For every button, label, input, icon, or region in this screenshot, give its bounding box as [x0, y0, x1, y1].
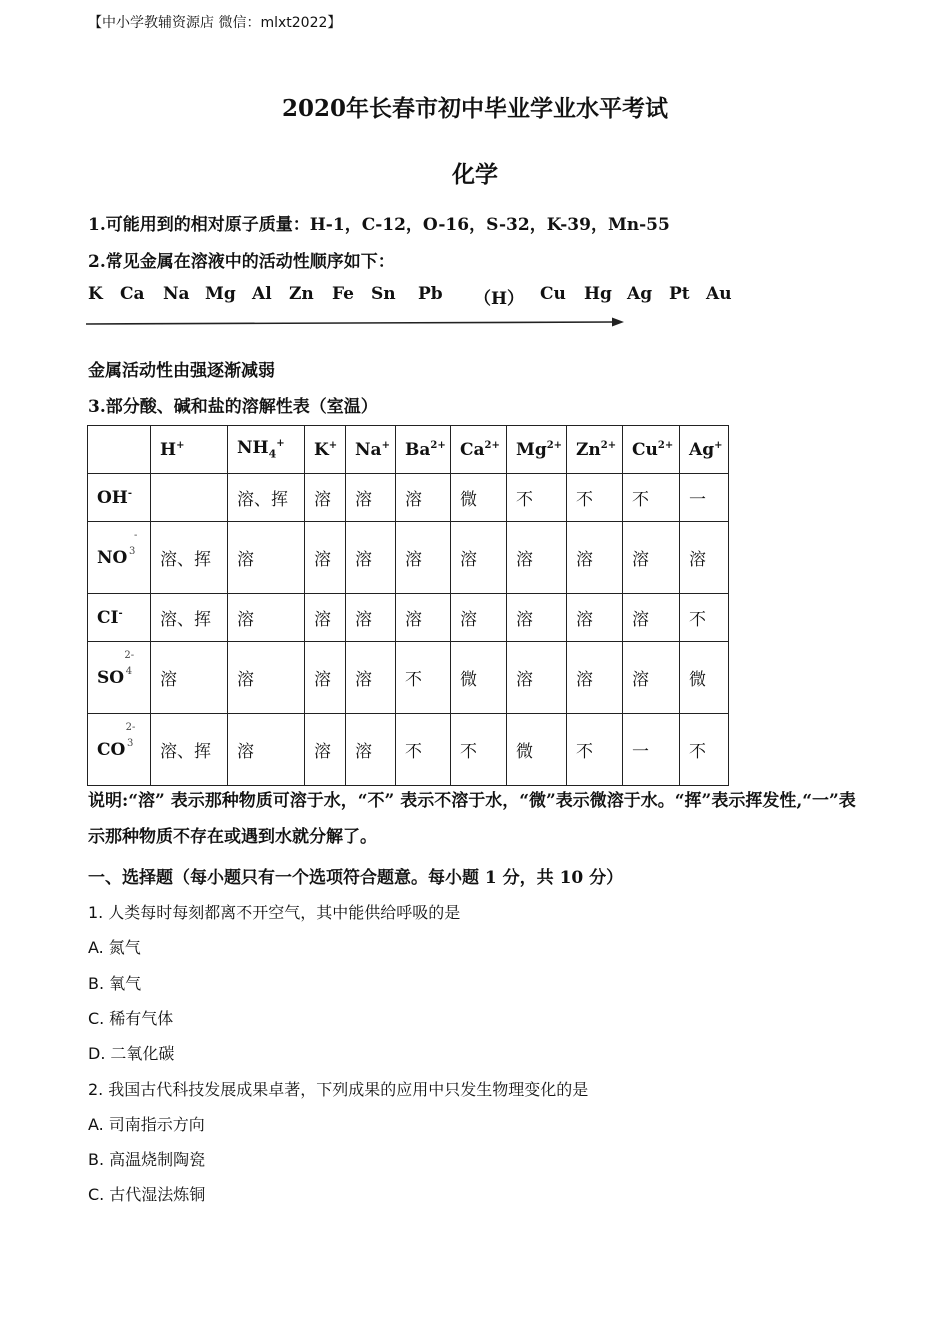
cation-charge: + — [276, 438, 285, 450]
cation-header — [346, 426, 396, 474]
solubility-cell: 溶 — [623, 522, 680, 594]
solubility-cell: 溶 — [305, 714, 346, 786]
solubility-cell: 溶 — [305, 642, 346, 714]
question-text: 我国古代科技发展成果卓著，下列成果的应用中只发生物理变化的是 — [108, 1079, 589, 1099]
anion-subscript: 3 — [128, 545, 136, 557]
option-label: B. — [88, 1150, 105, 1170]
solubility-cell: 溶 — [507, 642, 567, 714]
solubility-cell: 溶 — [451, 594, 507, 642]
metal-symbol: Pb — [418, 284, 443, 304]
solubility-cell: 溶 — [567, 642, 623, 714]
cation-symbol: Ca — [460, 439, 485, 460]
cation-header — [507, 426, 567, 474]
anion-header — [88, 714, 151, 786]
option-label: A. — [88, 938, 104, 958]
anion-header — [88, 474, 151, 522]
anion-symbol: NO — [97, 547, 128, 568]
anion-symbol: CI — [97, 607, 119, 628]
metal-symbol: Ag — [627, 284, 653, 304]
cation-charge: + — [381, 439, 390, 451]
solubility-table-title: 3.部分酸、碱和盐的溶解性表（室温） — [88, 397, 378, 417]
solubility-cell: 溶 — [346, 642, 396, 714]
cation-header — [228, 426, 305, 474]
solubility-cell: 溶 — [305, 594, 346, 642]
answer-option[interactable] — [88, 1182, 205, 1205]
answer-option[interactable] — [88, 1112, 205, 1135]
metal-symbol: Cu — [540, 284, 566, 304]
table-row — [88, 594, 729, 642]
solubility-table — [87, 425, 729, 786]
cation-header — [451, 426, 507, 474]
watermark-header: 【中小学教辅资源店 微信：mlxt2022】 — [88, 15, 342, 31]
cation-symbol: Ba — [405, 439, 431, 460]
metal-symbol: Zn — [289, 284, 314, 304]
anion-charge: - — [118, 607, 123, 619]
table-corner-cell — [88, 426, 151, 474]
anion-charge: 2- — [125, 721, 136, 733]
anion-symbol: SO — [97, 667, 125, 688]
metal-symbol: Na — [163, 284, 190, 304]
answer-option[interactable] — [88, 935, 141, 958]
answer-option[interactable] — [88, 1006, 173, 1029]
solubility-cell: 不 — [680, 714, 729, 786]
atomic-mass-info: 1.可能用到的相对原子质量：H-1，C-12，O-16，S-32，K-39，Mn-55 — [88, 215, 670, 235]
subject-title: 化学 — [452, 161, 498, 188]
solubility-cell: 不 — [396, 642, 451, 714]
solubility-cell: 溶 — [623, 594, 680, 642]
solubility-cell: 溶 — [346, 474, 396, 522]
activity-arrow-icon — [86, 316, 631, 330]
table-row — [88, 474, 729, 522]
option-text: 高温烧制陶瓷 — [109, 1150, 206, 1170]
cation-header — [151, 426, 228, 474]
cation-charge: + — [714, 439, 723, 451]
metal-symbol: Au — [706, 284, 732, 304]
table-row — [88, 522, 729, 594]
solubility-cell: 溶、挥 — [228, 474, 305, 522]
anion-symbol: OH — [97, 487, 128, 508]
solubility-cell: 溶 — [623, 642, 680, 714]
option-label: C. — [88, 1185, 105, 1205]
option-label: D. — [88, 1044, 106, 1064]
cation-symbol: NH — [237, 438, 269, 459]
question-number: 2. — [88, 1079, 104, 1099]
cation-symbol: Ag — [689, 439, 715, 460]
cation-subscript: 4 — [268, 447, 277, 461]
solubility-cell: 一 — [623, 714, 680, 786]
cation-header — [305, 426, 346, 474]
metal-symbol: Fe — [332, 284, 354, 304]
cation-charge: 2+ — [546, 439, 563, 451]
solubility-cell: 溶 — [228, 594, 305, 642]
solubility-cell: 溶 — [346, 522, 396, 594]
cation-charge: 2+ — [430, 439, 446, 451]
cation-header — [396, 426, 451, 474]
option-text: 稀有气体 — [109, 1008, 174, 1028]
anion-header — [88, 522, 151, 594]
cation-symbol: Na — [355, 439, 382, 460]
solubility-cell: 溶 — [228, 714, 305, 786]
solubility-cell: 溶 — [228, 522, 305, 594]
option-text: 二氧化碳 — [110, 1044, 175, 1064]
metal-symbol: Pt — [669, 284, 690, 304]
anion-subscript: 4 — [125, 665, 133, 677]
solubility-cell: 溶 — [151, 642, 228, 714]
solubility-cell: 溶 — [680, 522, 729, 594]
activity-note: 金属活动性由强逐渐减弱 — [88, 361, 275, 381]
solubility-cell: 溶 — [396, 594, 451, 642]
solubility-cell: 不 — [623, 474, 680, 522]
option-text: 氮气 — [108, 938, 141, 958]
solubility-cell: 溶 — [228, 642, 305, 714]
question-stem — [88, 1077, 588, 1100]
option-text: 氧气 — [109, 973, 142, 993]
solubility-cell: 溶 — [567, 594, 623, 642]
anion-header — [88, 642, 151, 714]
anion-charge: - — [133, 529, 138, 541]
anion-charge: 2- — [124, 649, 135, 661]
solubility-cell: 溶 — [346, 594, 396, 642]
cation-charge: + — [328, 439, 338, 451]
solubility-cell: 溶 — [305, 522, 346, 594]
solubility-cell: 溶、挥 — [151, 594, 228, 642]
cation-charge: 2+ — [657, 439, 674, 451]
section-heading: 一、选择题（每小题只有一个选项符合题意。每小题 1 分，共 10 分） — [88, 868, 624, 888]
cation-header — [680, 426, 729, 474]
table-row — [88, 642, 729, 714]
solubility-cell: 溶 — [396, 474, 451, 522]
option-label: B. — [88, 973, 105, 993]
anion-header — [88, 594, 151, 642]
metal-symbol: K — [88, 284, 103, 304]
solubility-cell: 不 — [567, 474, 623, 522]
solubility-cell: 溶 — [305, 474, 346, 522]
solubility-cell: 不 — [507, 474, 567, 522]
answer-option[interactable] — [88, 1147, 205, 1170]
option-text: 司南指示方向 — [108, 1114, 205, 1134]
solubility-cell: 溶、挥 — [151, 714, 228, 786]
solubility-cell: 溶 — [507, 522, 567, 594]
activity-series-intro: 2.常见金属在溶液中的活动性顺序如下： — [88, 252, 395, 272]
solubility-cell: 不 — [396, 714, 451, 786]
metal-symbol: Sn — [371, 284, 396, 304]
solubility-cell — [151, 474, 228, 522]
solubility-cell: 溶 — [451, 522, 507, 594]
solubility-cell: 微 — [451, 642, 507, 714]
solubility-cell: 微 — [507, 714, 567, 786]
solubility-cell: 溶、挥 — [151, 522, 228, 594]
question-stem — [88, 900, 460, 923]
cation-symbol: H — [160, 439, 177, 460]
solubility-cell: 溶 — [396, 522, 451, 594]
question-text: 人类每时每刻都离不开空气，其中能供给呼吸的是 — [108, 903, 461, 922]
cation-symbol: Mg — [516, 439, 547, 460]
solubility-cell: 溶 — [507, 594, 567, 642]
solubility-cell: 不 — [680, 594, 729, 642]
anion-symbol: CO — [97, 739, 126, 760]
cation-charge: + — [176, 439, 185, 451]
metal-symbol: Hg — [584, 284, 612, 304]
metal-symbol: Mg — [205, 284, 236, 304]
solubility-cell: 一 — [680, 474, 729, 522]
cation-symbol: Zn — [576, 439, 601, 460]
cation-header — [567, 426, 623, 474]
solubility-cell: 微 — [680, 642, 729, 714]
metal-symbol: Al — [252, 284, 272, 304]
answer-option[interactable] — [88, 1041, 174, 1064]
solubility-cell: 微 — [451, 474, 507, 522]
cation-header — [623, 426, 680, 474]
solubility-cell: 溶 — [567, 522, 623, 594]
solubility-cell: 不 — [567, 714, 623, 786]
solubility-cell: 溶 — [346, 714, 396, 786]
table-explanation: 说明:“溶” 表示那种物质可溶于水，“不” 表示不溶于水，“微”表示微溶于水。“挥”表示挥发性,“一”表示那种物质不存在或遇到水就分解了。 — [88, 791, 856, 847]
answer-option[interactable] — [88, 971, 141, 994]
option-text: 古代湿法炼铜 — [109, 1185, 206, 1205]
cation-charge: 2+ — [600, 439, 617, 451]
question-number: 1. — [88, 903, 104, 922]
anion-subscript: 3 — [126, 737, 134, 749]
table-row — [88, 714, 729, 786]
option-label: C. — [88, 1008, 105, 1028]
option-label: A. — [88, 1114, 104, 1134]
solubility-cell: 不 — [451, 714, 507, 786]
exam-title: 2020年长春市初中毕业学业水平考试 — [281, 95, 668, 122]
metal-symbol: （H） — [474, 289, 525, 309]
cation-symbol: Cu — [632, 439, 658, 460]
anion-charge: - — [127, 487, 133, 499]
cation-symbol: K — [314, 439, 329, 460]
cation-charge: 2+ — [484, 439, 500, 451]
metal-symbol: Ca — [120, 284, 145, 304]
